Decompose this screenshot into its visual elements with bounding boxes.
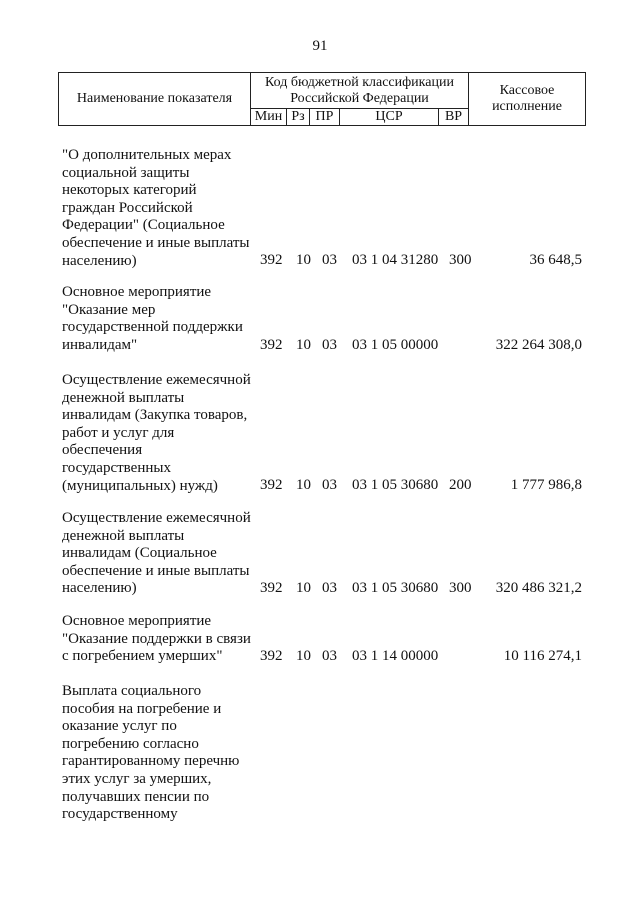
row-min: 392 (260, 477, 283, 493)
row-amount: 322 264 308,0 (495, 337, 582, 353)
row-csr: 03 1 04 31280 (352, 252, 439, 268)
row-vr: 300 (449, 580, 472, 596)
row-rz: 10 (296, 477, 311, 493)
row-min: 392 (260, 252, 283, 268)
row-amount: 1 777 986,8 (510, 477, 582, 493)
row-min: 392 (260, 580, 283, 596)
header-col-vr: ВР (439, 109, 469, 126)
row-name: Осуществление ежемесячной денежной выплаты инвалидам (Закупка товаров, работ и услуг для обеспечения государственных (муниципальных) нужд) (62, 372, 251, 494)
row-vr: 200 (449, 477, 472, 493)
row-name: Основное мероприятие "Оказание поддержки в связи с погребением умерших" (62, 613, 251, 665)
row-amount: 36 648,5 (529, 252, 582, 268)
row-csr: 03 1 05 30680 (352, 477, 439, 493)
row-name: "О дополнительных мерах социальной защиты некоторых категорий граждан Российской Федерации" (Социальное обеспечение и иные выплаты населению) (62, 147, 250, 269)
row-amount: 10 116 274,1 (503, 648, 582, 664)
header-col-csr: ЦСР (340, 109, 439, 126)
header-indicator-name: Наименование показателя (59, 73, 251, 126)
row-csr: 03 1 05 30680 (352, 580, 439, 596)
header-cash-execution: Кассовое исполнение (469, 73, 586, 126)
row-min: 392 (260, 648, 283, 664)
row-rz: 10 (296, 337, 311, 353)
row-pr: 03 (322, 648, 337, 664)
page-number: 91 (312, 38, 328, 54)
row-amount: 320 486 321,2 (495, 580, 582, 596)
row-pr: 03 (322, 477, 337, 493)
row-pr: 03 (322, 580, 337, 596)
row-name: Основное мероприятие "Оказание мер государственной поддержки инвалидам" (62, 284, 243, 353)
row-rz: 10 (296, 648, 311, 664)
row-rz: 10 (296, 252, 311, 268)
row-pr: 03 (322, 337, 337, 353)
header-col-rz: Рз (287, 109, 310, 126)
row-pr: 03 (322, 252, 337, 268)
header-col-min: Мин (251, 109, 287, 126)
row-csr: 03 1 14 00000 (352, 648, 439, 664)
row-csr: 03 1 05 00000 (352, 337, 439, 353)
header-budget-code: Код бюджетной классификации Российской Федерации (251, 73, 469, 109)
row-rz: 10 (296, 580, 311, 596)
header-col-pr: ПР (310, 109, 340, 126)
row-min: 392 (260, 337, 283, 353)
row-name: Осуществление ежемесячной денежной выплаты инвалидам (Социальное обеспечение и иные выплаты населению) (62, 510, 251, 597)
row-vr: 300 (449, 252, 472, 268)
row-name: Выплата социального пособия на погребение и оказание услуг по погребению согласно гарантированному перечню этих услуг за умерших, получавших пенсии по государственному (62, 683, 240, 823)
